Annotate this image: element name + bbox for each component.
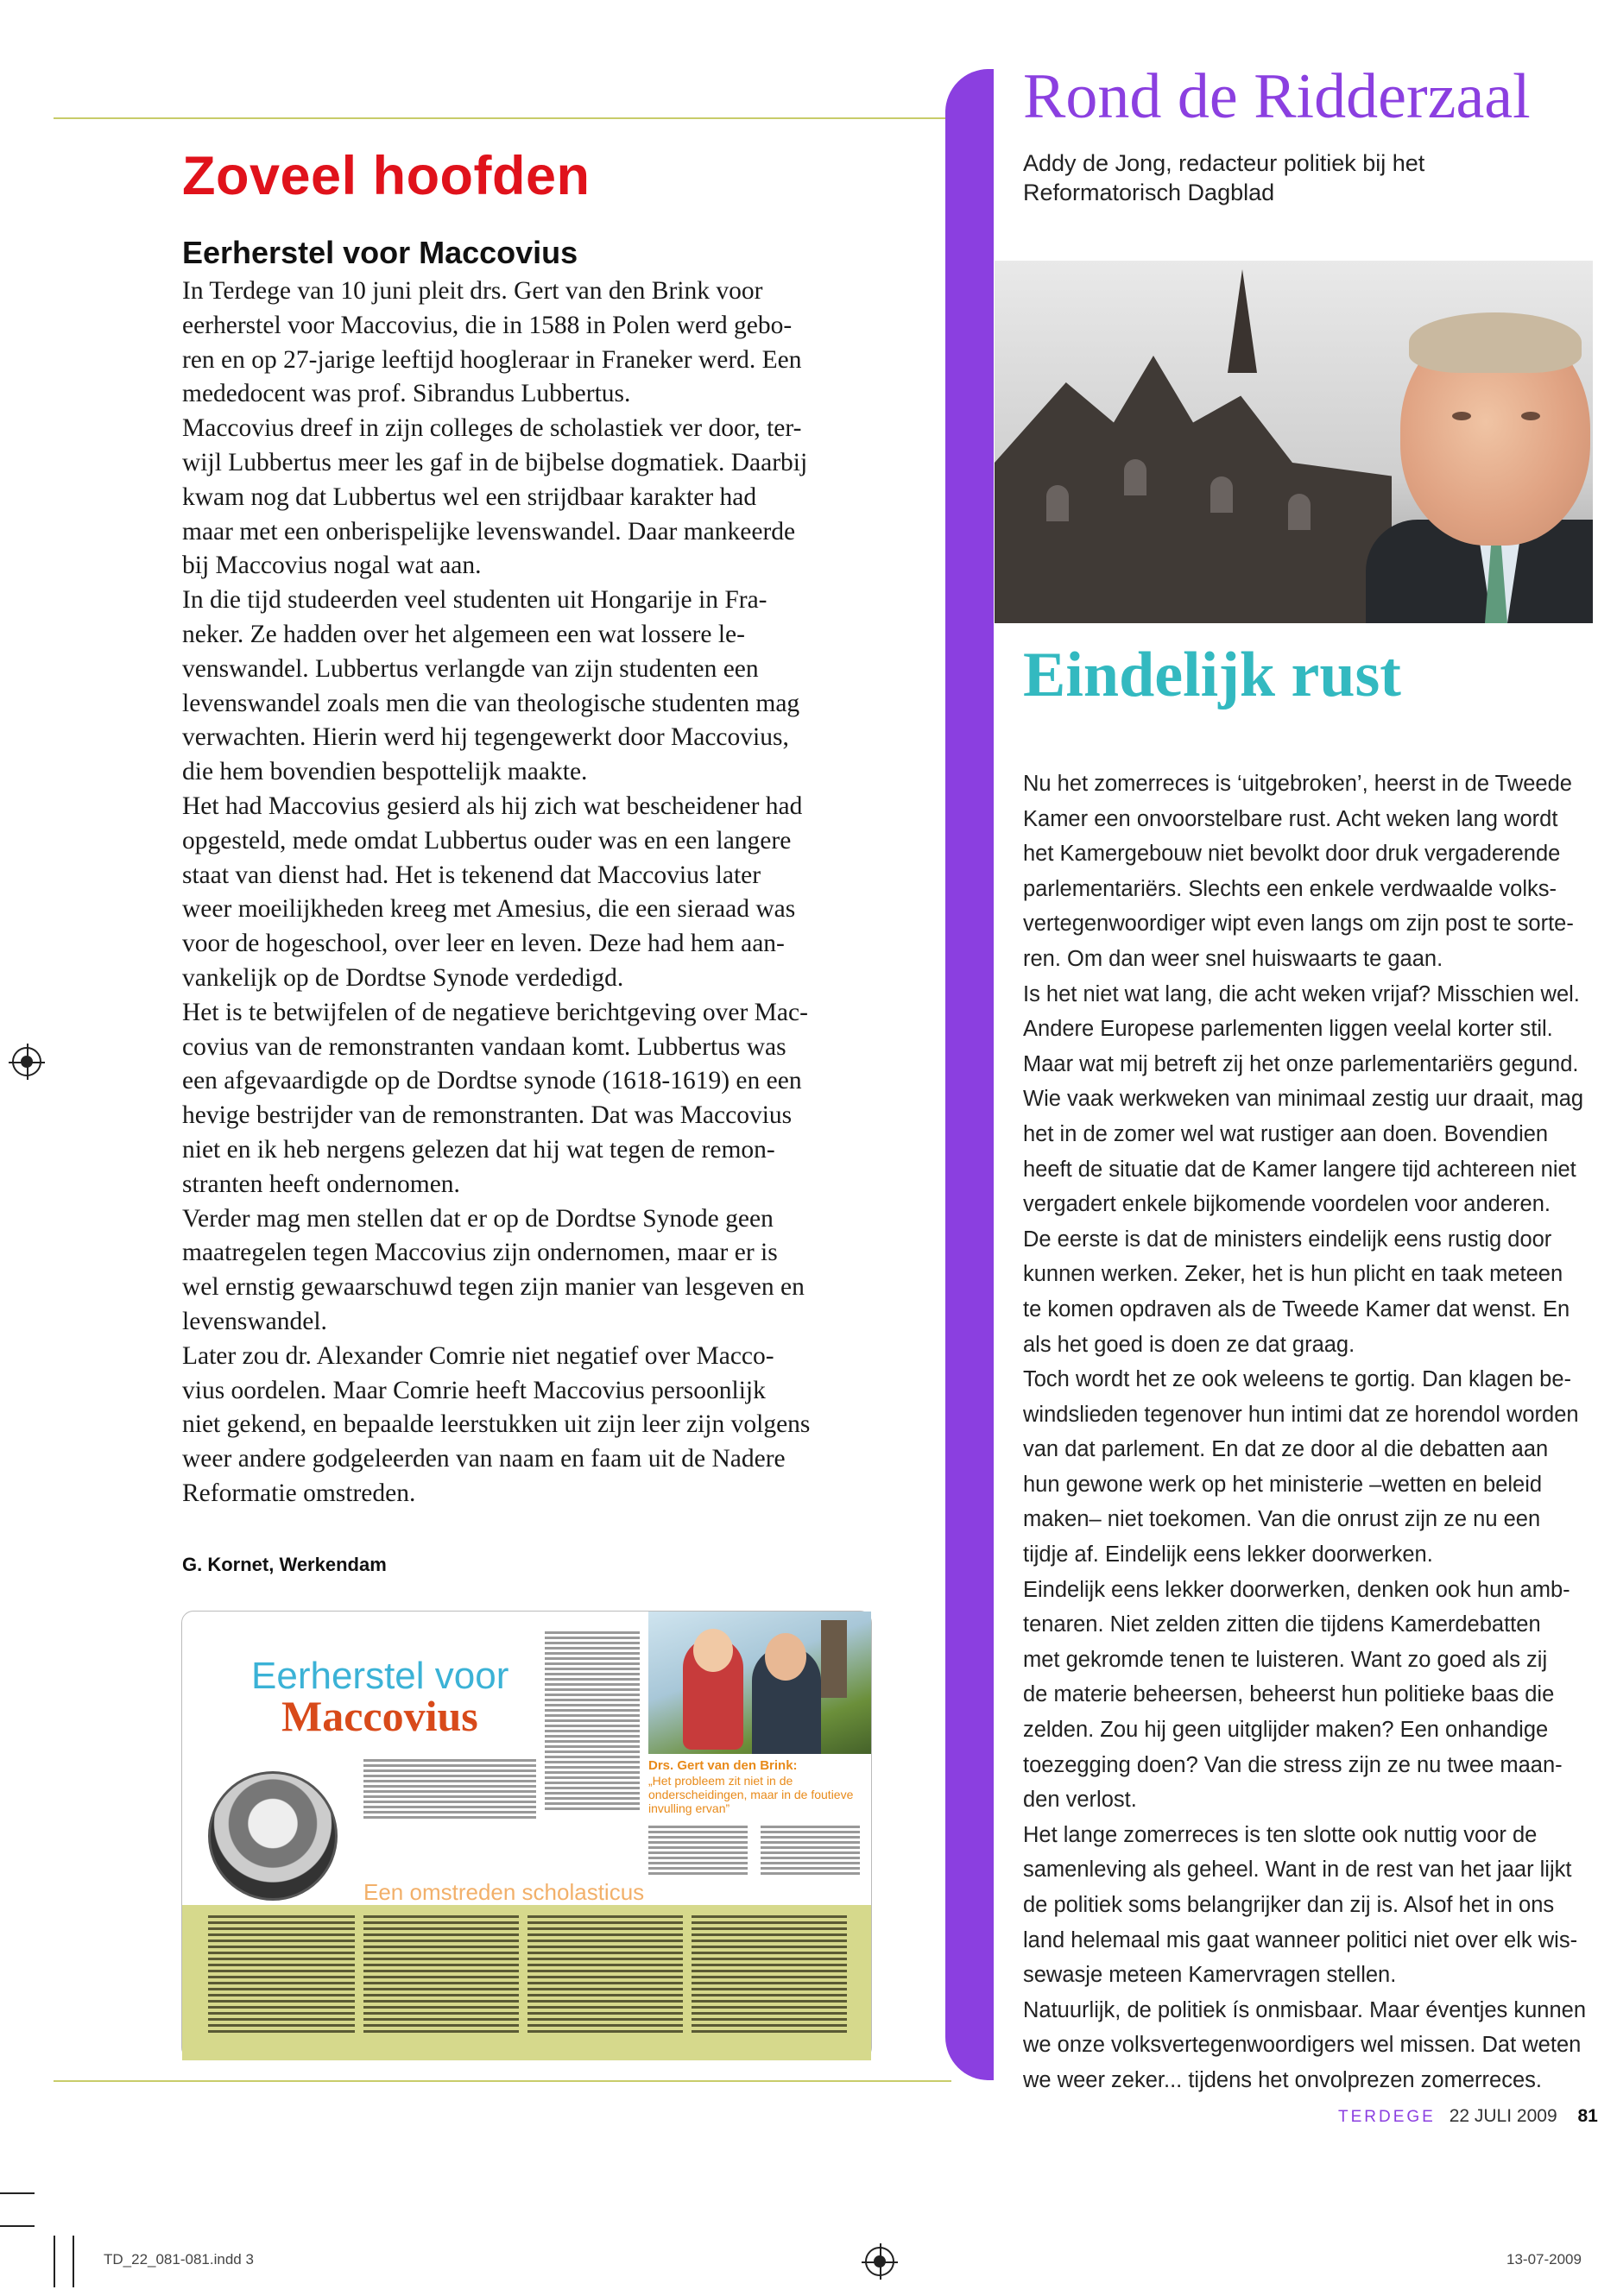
letter-line: Het is te betwijfelen of de negatieve berichtgeving over Mac- — [182, 998, 808, 1026]
letter-line: staat van dienst had. Het is tekenend dat Maccovius later — [182, 861, 761, 889]
column-line: Andere Europese parlementen liggen veelal korter stil. — [1023, 1017, 1553, 1042]
slug-date: 13-07-2009 — [1506, 2251, 1582, 2268]
letter-line: stranten heeft ondernomen. — [182, 1170, 460, 1198]
letter-line: maar met een onberispelijke levenswandel. Daar mankeerde — [182, 517, 796, 546]
column-line: Wie vaak werkweken van minimaal zestig uur draait, mag — [1023, 1087, 1584, 1112]
letter-signature: G. Kornet, Werkendam — [182, 1554, 387, 1575]
letter-line: voor de hogeschool, over leer en leven. Deze had hem aan- — [182, 930, 785, 958]
letter-line: niet en ik heb nergens gelezen dat hij wat tegen de remon- — [182, 1135, 775, 1164]
column-line: als het goed is doen ze dat graag. — [1023, 1332, 1355, 1357]
letters-title: Zoveel hoofden — [182, 146, 591, 206]
column-line: vergadert enkele bijkomende voordelen voor anderen. — [1023, 1192, 1551, 1217]
column-line: te komen opdraven als de Tweede Kamer dat wenst. En — [1023, 1296, 1570, 1321]
thumbnail-band-column — [527, 1912, 683, 2054]
thumbnail-title-line2: Maccovius — [281, 1692, 478, 1740]
letter-line: weer moeilijkheden kreeg met Amesius, die een sieraad was — [182, 895, 796, 924]
column-line: windslieden tegenover hun intimi dat ze horendol worden — [1023, 1402, 1579, 1427]
author-photo — [995, 261, 1593, 623]
letter-line: een afgevaardigde op de Dordtse synode (1618-1619) en een — [182, 1067, 802, 1095]
letter-line: verwachten. Hierin werd hij tegengewerkt door Maccovius, — [182, 723, 789, 752]
letter-line: levenswandel zoals men die van theologische studenten mag — [182, 689, 800, 717]
column-line: sewasje meteen Kamervragen stellen. — [1023, 1963, 1397, 1988]
thumbnail-intro — [363, 1757, 536, 1869]
letter-line: Maccovius dreef in zijn colleges de scholastiek ver door, ter- — [182, 414, 802, 443]
letter-line: wijl Lubbertus meer les gaf in de bijbelse dogmatiek. Daarbij — [182, 448, 808, 476]
column-line: den verlost. — [1023, 1788, 1137, 1813]
letter-body — [182, 274, 873, 1511]
column-line: het in de zomer wel wat rustiger aan doen. Bovendien — [1023, 1121, 1549, 1146]
letter-subhead: Eerherstel voor Maccovius — [182, 235, 578, 270]
thumbnail-title-line1: Eerherstel voor — [251, 1655, 509, 1697]
top-rule — [54, 117, 951, 119]
letter-line: maatregelen tegen Maccovius zijn ondernomen, maar er is — [182, 1239, 778, 1267]
letter-line: wel ernstig gewaarschuwd tegen zijn manier van lesgeven en — [182, 1273, 805, 1302]
column-line: tijdje af. Eindelijk eens lekker doorwerken. — [1023, 1542, 1433, 1567]
thumbnail-band-column — [692, 1912, 847, 2054]
crop-mark — [0, 2192, 35, 2194]
column-line: Nu het zomerreces is ‘uitgebroken’, heerst in de Tweede — [1023, 772, 1572, 796]
column-line: de politiek soms belangrijker dan zij is. Alsof het in ons — [1023, 1893, 1555, 1917]
letter-line: Verder mag men stellen dat er op de Dordtse Synode geen — [182, 1204, 774, 1233]
thumbnail-band-column — [208, 1912, 355, 2054]
letter-line: niet gekend, en bepaalde leerstukken uit zijn leer zijn volgens — [182, 1410, 811, 1439]
column-title: Rond de Ridderzaal — [1023, 61, 1531, 132]
letter-line: bij Maccovius nogal wat aan. — [182, 552, 482, 580]
column-line: Toch wordt het ze ook weleens te gortig. Dan klagen be- — [1023, 1367, 1572, 1392]
letter-line: covius van de remonstranten vandaan komt. Lubbertus was — [182, 1032, 786, 1061]
column-line: kunnen werken. Zeker, het is hun plicht en taak meteen — [1023, 1262, 1563, 1287]
column-line: zelden. Zou hij geen uitglijder maken? Een onhandige — [1023, 1718, 1549, 1743]
column-line: Het lange zomerreces is ten slotte ook nuttig voor de — [1023, 1822, 1538, 1847]
column-line: toezegging doen? Van die stress zijn ze nu twee maan- — [1023, 1752, 1563, 1777]
letter-line: opgesteld, mede omdat Lubbertus ouder was en een langere — [182, 826, 792, 855]
crop-mark — [54, 2236, 55, 2287]
column-line: met gekromde tenen te luisteren. Want zo goed als zij — [1023, 1647, 1548, 1672]
thumbnail-column — [648, 1823, 748, 1901]
letter-line: venswandel. Lubbertus verlangde van zijn studenten een — [182, 654, 759, 683]
letter-line: Reformatie omstreden. — [182, 1479, 416, 1507]
column-headline: Eindelijk rust — [1023, 640, 1401, 710]
letter-line: Het had Maccovius gesierd als hij zich wat bescheidener had — [182, 792, 803, 820]
column-line: hun gewone werk op het ministerie –wetten en beleid — [1023, 1472, 1543, 1497]
column-line: De eerste is dat de ministers eindelijk eens rustig door — [1023, 1227, 1552, 1252]
column-line: Kamer een onvoorstelbare rust. Acht weken lang wordt — [1023, 806, 1558, 831]
thumbnail-band-column — [363, 1912, 519, 2054]
letter-line: vius oordelen. Maar Comrie heeft Maccovius persoonlijk — [182, 1376, 766, 1404]
column-line: tenaren. Niet zelden zitten die tijdens Kamerdebatten — [1023, 1612, 1541, 1637]
letter-line: kwam nog dat Lubbertus wel een strijdbaar karakter had — [182, 483, 757, 511]
letter-line: levenswandel. — [182, 1307, 327, 1335]
crop-mark — [0, 2225, 35, 2227]
letter-line: vankelijk op de Dordtse Synode verdedigd. — [182, 963, 624, 992]
letter-line: weer andere godgeleerden van naam en faam uit de Nadere — [182, 1445, 786, 1473]
letter-line: eerherstel voor Maccovius, die in 1588 in Polen werd gebo- — [182, 311, 793, 339]
author-line: Addy de Jong, redacteur politiek bij het — [1023, 150, 1425, 176]
issue-date: 22 JULI 2009 — [1449, 2106, 1557, 2126]
thumbnail-quote-name: Drs. Gert van den Brink: — [648, 1758, 798, 1773]
thumbnail-photo — [648, 1612, 871, 1754]
article-thumbnail — [181, 1611, 872, 2059]
slug-filename: TD_22_081-081.indd 3 — [104, 2251, 254, 2268]
column-body — [1023, 766, 1593, 2098]
column-line: Maar wat mij betreft zij het onze parlementariërs gegund. — [1023, 1051, 1579, 1076]
thumbnail-column — [545, 1629, 640, 1896]
thumbnail-quote: „Het probleem zit niet in de onderscheidingen, maar in de foutieve invulling ervan” — [648, 1774, 854, 1815]
column-line: samenleving als geheel. Want in de rest van het jaar lijkt — [1023, 1858, 1572, 1883]
letter-line: In Terdege van 10 juni pleit drs. Gert van den Brink voor — [182, 277, 763, 305]
letter-line: mededocent was prof. Sibrandus Lubbertus. — [182, 380, 631, 408]
column-line: vertegenwoordiger wipt even langs om zijn post te sorte- — [1023, 911, 1574, 937]
crop-mark — [73, 2236, 74, 2287]
column-line: het Kamergebouw niet bevolkt door druk vergaderende — [1023, 842, 1561, 867]
column-line: ren. Om dan weer snel huiswaarts te gaan. — [1023, 946, 1443, 971]
registration-mark — [865, 2247, 894, 2276]
author-line: Reformatorisch Dagblad — [1023, 180, 1275, 205]
letter-line: ren en op 27-jarige leeftijd hoogleraar in Franeker werd. Een — [182, 345, 802, 374]
column-line: we weer zeker... tijdens het onvolprezen zomerreces. — [1023, 2067, 1542, 2092]
column-line: land helemaal mis gaat wanneer politici niet over elk wis- — [1023, 1927, 1578, 1952]
maccovius-portrait — [208, 1771, 338, 1901]
column-line: heeft de situatie dat de Kamer langere tijd achtereen niet — [1023, 1157, 1576, 1182]
column-line: maken– niet toekomen. Van die onrust zijn ze nu een — [1023, 1507, 1541, 1532]
column-line: Is het niet wat lang, die acht weken vrijaf? Misschien wel. — [1023, 981, 1580, 1006]
column-line: van dat parlement. En dat ze door al die debatten aan — [1023, 1437, 1549, 1462]
thumbnail-column — [761, 1823, 860, 1901]
column-line: Natuurlijk, de politiek ís onmisbaar. Maar éventjes kunnen — [1023, 1997, 1587, 2022]
column-line: de materie beheersen, beheerst hun politieke baas die — [1023, 1682, 1555, 1707]
column-author — [1023, 148, 1424, 207]
page-number: 81 — [1577, 2106, 1598, 2126]
bottom-rule — [54, 2080, 951, 2082]
column-line: we onze volksvertegenwoordigers wel missen. Dat weten — [1023, 2033, 1582, 2058]
letter-line: Later zou dr. Alexander Comrie niet negatief over Macco- — [182, 1341, 774, 1370]
column-accent-bar — [945, 69, 994, 2080]
letter-line: neker. Ze hadden over het algemeen een wat lossere le- — [182, 620, 745, 648]
column-line: parlementariërs. Slechts een enkele verdwaalde volks- — [1023, 876, 1557, 901]
registration-mark — [12, 1047, 41, 1076]
thumbnail-section-title: Een omstreden scholasticus — [363, 1879, 645, 1905]
letter-line: hevige bestrijder van de remonstranten. Dat was Maccovius — [182, 1101, 793, 1130]
letter-line: In die tijd studeerden veel studenten uit Hongarije in Fra- — [182, 586, 767, 615]
publication-name: TERDEGE — [1338, 2108, 1436, 2126]
column-line: Eindelijk eens lekker doorwerken, denken ook hun amb- — [1023, 1577, 1570, 1602]
page-footer — [1338, 2106, 1598, 2127]
letter-line: die hem bovendien bespottelijk maakte. — [182, 758, 588, 786]
